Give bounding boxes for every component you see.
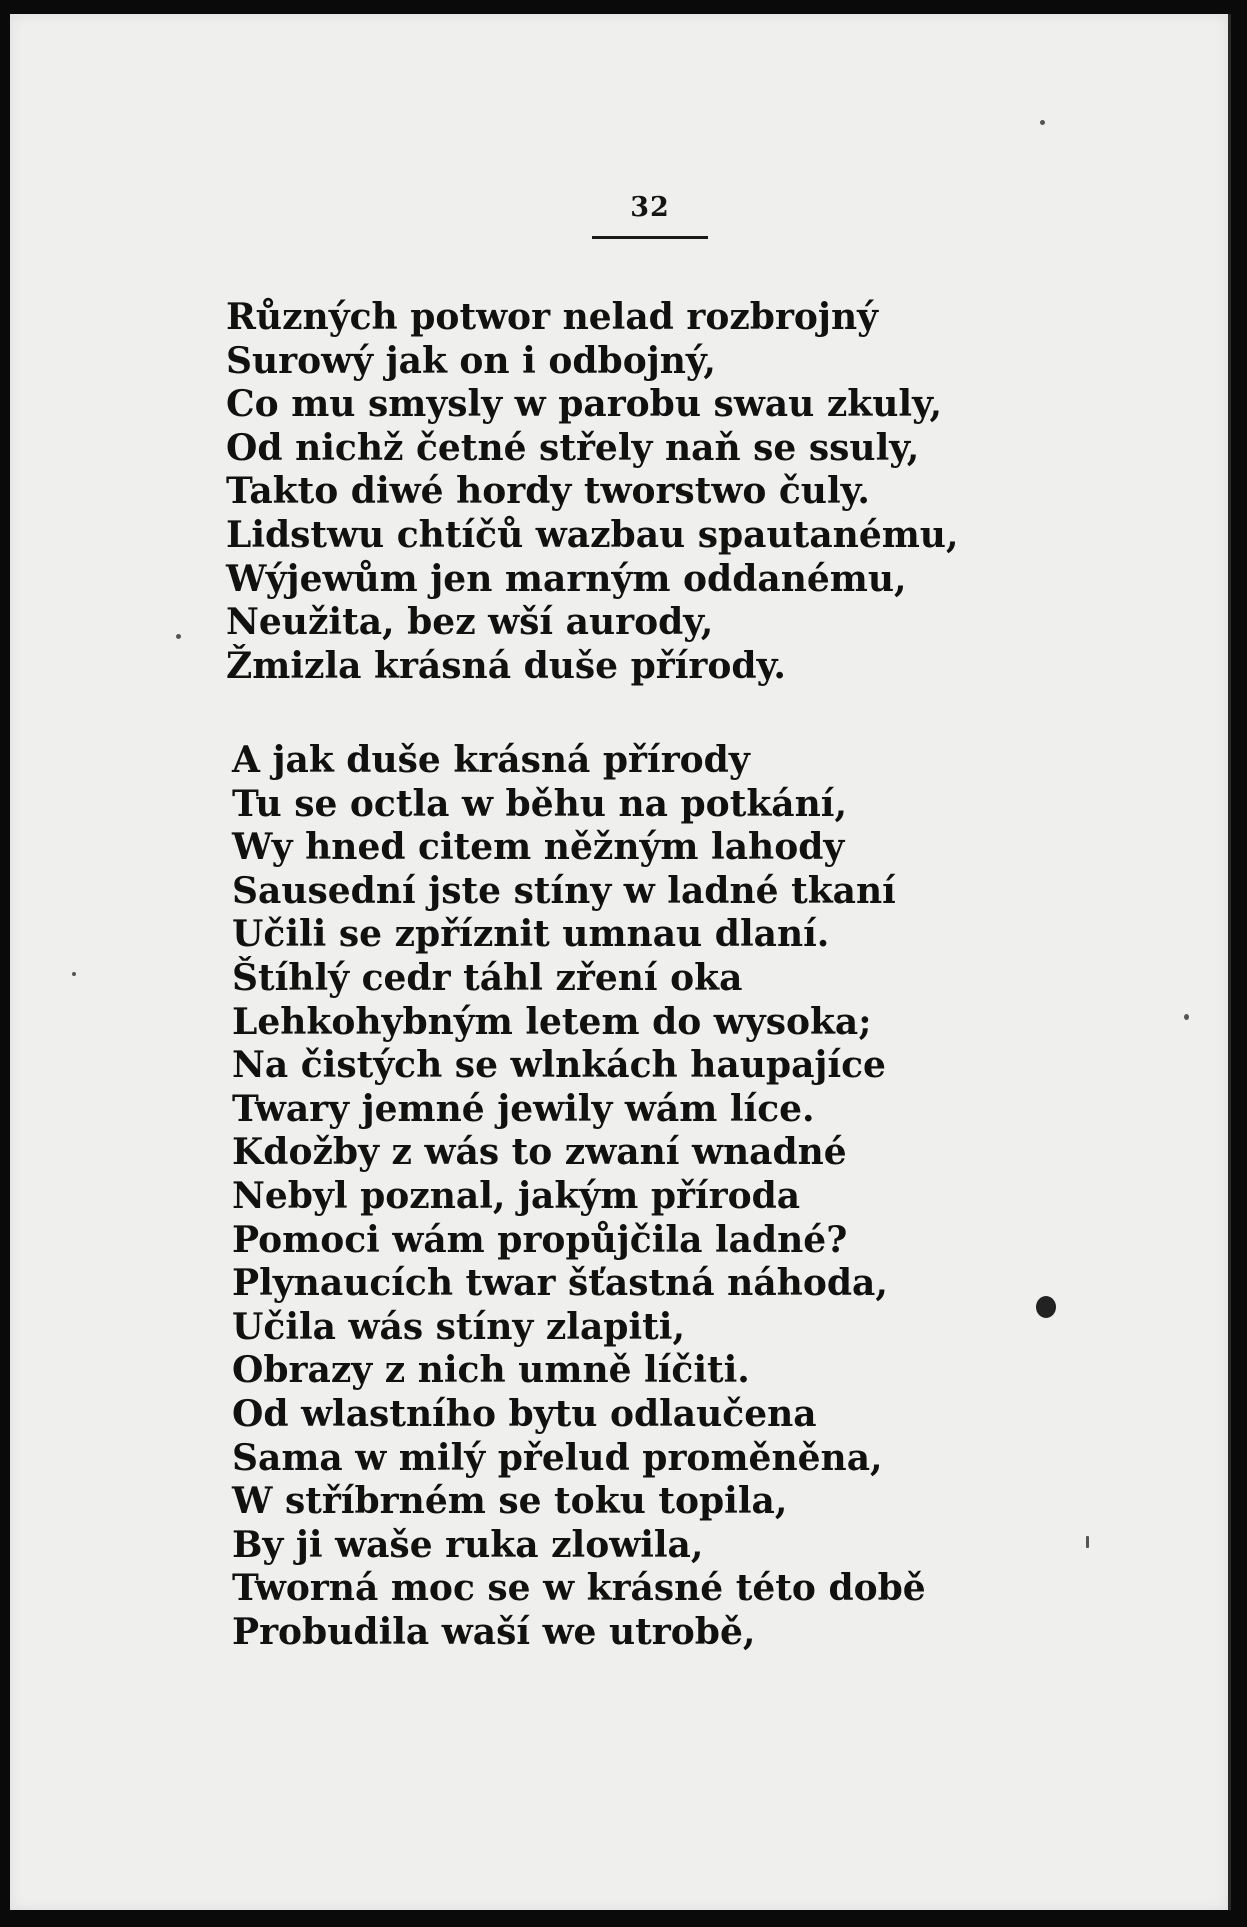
ink-blot	[1036, 1296, 1056, 1318]
poem-line: Od nichž četné střely naň se ssuly,	[226, 426, 920, 469]
poem-line: Lehkohybným letem do wysoka;	[232, 1000, 872, 1043]
poem-line: Na čistých se wlnkách haupajíce	[232, 1044, 886, 1087]
page-number: 32	[630, 192, 670, 223]
poem-line: By ji waše ruka zlowila,	[232, 1523, 704, 1566]
poem-line: A jak duše krásná přírody	[232, 739, 750, 781]
poem-line: Štíhlý cedr táhl zření oka	[232, 956, 743, 999]
ink-speck	[176, 634, 181, 639]
poem-line: Nebyl poznal, jakým příroda	[232, 1174, 801, 1217]
poem-line: Co mu smysly w parobu swau zkuly,	[226, 383, 943, 426]
poem-line: Neužita, bez wší aurody,	[226, 601, 714, 644]
poem-line: Twary jemné jewily wám líce.	[232, 1087, 815, 1130]
poem-line: Obrazy z nich umně líčiti.	[232, 1349, 750, 1392]
poem-line: Pomoci wám propůjčila ladné?	[232, 1218, 848, 1261]
poem-line: Surowý jak on i odbojný,	[226, 339, 716, 382]
poem-line: Žmizla krásná duše přírody.	[226, 644, 786, 687]
poem-line: Různých potwor nelad rozbrojný	[226, 296, 879, 338]
poem-line: Sausední jste stíny w ladné tkaní	[232, 869, 896, 912]
poem-line: W stříbrném se toku topila,	[232, 1480, 788, 1523]
poem-line: Kdožby z wás to zwaní wnadné	[232, 1131, 847, 1174]
book-page	[10, 14, 1231, 1910]
poem-line: Plynaucích twar šťastná náhoda,	[232, 1262, 888, 1305]
ink-speck	[1184, 1014, 1189, 1020]
poem-line: Wy hned citem něžným lahody	[232, 826, 845, 869]
ink-speck	[1086, 1536, 1089, 1548]
ink-speck	[1040, 120, 1045, 125]
poem-stanza-1	[226, 296, 959, 688]
poem-line: Wýjewům jen marným oddanému,	[226, 557, 907, 600]
poem-line: Tu se octla w běhu na potkání,	[232, 782, 847, 825]
ink-speck	[72, 972, 76, 976]
poem-line: Učila wás stíny zlapiti,	[232, 1305, 685, 1348]
page-number-rule	[592, 236, 708, 239]
poem-line: Takto diwé hordy tworstwo čuly.	[226, 470, 870, 513]
poem-line: Učili se zpříznit umnau dlaní.	[232, 913, 830, 956]
poem-line: Tworná moc se w krásné této době	[232, 1567, 926, 1610]
poem-line: Sama w milý přelud proměněna,	[232, 1436, 883, 1479]
poem-line: Lidstwu chtíčů wazbau spautanému,	[226, 513, 959, 556]
poem-line: Probudila waší we utrobě,	[232, 1610, 756, 1653]
poem-line: Od wlastního bytu odlaučena	[232, 1392, 817, 1435]
poem-stanza-2	[232, 739, 926, 1654]
